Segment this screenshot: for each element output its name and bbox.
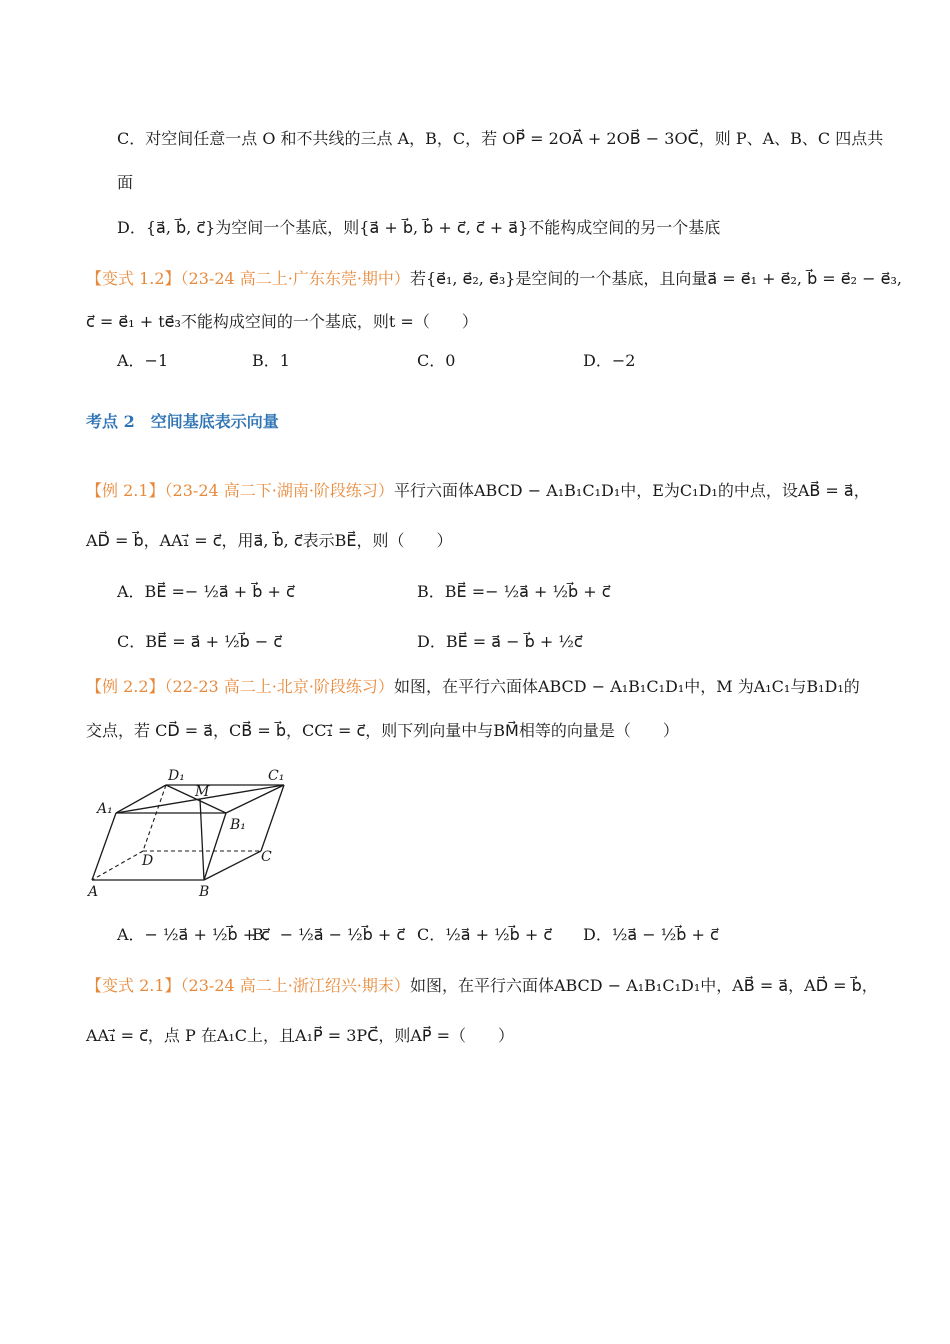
variant-2-1-line1 bbox=[86, 978, 878, 994]
label-m: M bbox=[195, 784, 210, 800]
example-2-2-text2: 交点，若 CD⃗ = a⃗，CB⃗ = b⃗，CC₁⃗ = c⃗，则下列向量中与BM⃗相等的向量是（ ） bbox=[86, 721, 679, 740]
option-c-text: C．对空间任意一点 O 和不共线的三点 A，B，C，若 OP⃗ = 2OA⃗ + 2OB⃗ − 3OC⃗，则 P、A、B、C 四点共 bbox=[117, 129, 884, 148]
example-2-1-option-b: B．BE⃗ =− ½a⃗ + ½b⃗ + c⃗ bbox=[417, 582, 611, 601]
label-a1: A₁ bbox=[97, 801, 113, 817]
label-c1: C₁ bbox=[268, 768, 285, 784]
variant-1-2-tag: 【变式 1.2】 bbox=[86, 269, 181, 288]
variant-1-2-option-c: C．0 bbox=[417, 351, 456, 370]
example-2-2-text1: 如图，在平行六面体ABCD − A₁B₁C₁D₁中，M 为A₁C₁与B₁D₁的 bbox=[393, 677, 860, 696]
example-2-2-option-b: B．− ½a⃗ − ½b⃗ + c⃗ bbox=[252, 925, 406, 944]
example-2-2-option-a: A．− ½a⃗ + ½b⃗ + c⃗ bbox=[117, 925, 270, 944]
parallelepiped-figure bbox=[86, 765, 316, 900]
label-d: D bbox=[142, 853, 154, 869]
label-d1: D₁ bbox=[168, 768, 185, 784]
section-heading: 考点 2 空间基底表示向量 bbox=[86, 412, 279, 431]
example-2-1-source: （23-24 高二下·湖南·阶段练习） bbox=[164, 481, 394, 500]
variant-1-2-line1 bbox=[86, 271, 902, 287]
variant-1-2-option-b: B．1 bbox=[252, 351, 290, 370]
variant-1-2-source: （23-24 高二上·广东东莞·期中） bbox=[180, 269, 410, 288]
variant-1-2-text2: c⃗ = e⃗₁ + te⃗₃不能构成空间的一个基底，则t =（ ） bbox=[86, 312, 478, 331]
option-c-continuation: 面 bbox=[117, 173, 134, 192]
variant-2-1-tag: 【变式 2.1】 bbox=[86, 976, 181, 995]
example-2-1-line1 bbox=[86, 483, 870, 499]
example-2-2-source: （22-23 高二上·北京·阶段练习） bbox=[164, 677, 394, 696]
variant-1-2-option-d: D．−2 bbox=[583, 351, 636, 370]
example-2-2-line1 bbox=[86, 679, 860, 695]
label-b1: B₁ bbox=[230, 817, 246, 833]
variant-2-1-text1: 如图，在平行六面体ABCD − A₁B₁C₁D₁中，AB⃗ = a⃗，AD⃗ = b⃗， bbox=[409, 976, 878, 995]
label-c: C bbox=[261, 849, 272, 865]
example-2-1-text1: 平行六面体ABCD − A₁B₁C₁D₁中，E为C₁D₁的中点，设AB⃗ = a⃗， bbox=[393, 481, 870, 500]
example-2-1-text2: AD⃗ = b⃗，AA₁⃗ = c⃗，用a⃗, b⃗, c⃗表示BE⃗，则（ ） bbox=[86, 531, 453, 550]
variant-1-2-option-a: A．−1 bbox=[117, 351, 169, 370]
example-2-2-tag: 【例 2.2】 bbox=[86, 677, 165, 696]
variant-2-1-source: （23-24 高二上·浙江绍兴·期末） bbox=[180, 976, 410, 995]
option-d-text: D．{a⃗, b⃗, c⃗}为空间一个基底，则{a⃗ + b⃗, b⃗ + c⃗, c⃗ + a⃗}不能构成空间的另一个基底 bbox=[117, 218, 721, 237]
example-2-1-option-d: D．BE⃗ = a⃗ − b⃗ + ½c⃗ bbox=[417, 632, 583, 651]
example-2-1-tag: 【例 2.1】 bbox=[86, 481, 165, 500]
variant-1-2-text1: 若{e⃗₁, e⃗₂, e⃗₃}是空间的一个基底，且向量a⃗ = e⃗₁ + e⃗₂, b⃗ = e⃗₂ − e⃗₃, bbox=[409, 269, 902, 288]
label-a: A bbox=[88, 884, 99, 900]
example-2-2-option-d: D．½a⃗ − ½b⃗ + c⃗ bbox=[583, 925, 719, 944]
variant-2-1-text2: AA₁⃗ = c⃗，点 P 在A₁C上，且A₁P⃗ = 3PC⃗，则AP⃗ =（ ） bbox=[86, 1026, 515, 1045]
label-b: B bbox=[199, 884, 210, 900]
example-2-1-option-a: A．BE⃗ =− ½a⃗ + b⃗ + c⃗ bbox=[117, 582, 295, 601]
example-2-1-option-c: C．BE⃗ = a⃗ + ½b⃗ − c⃗ bbox=[117, 632, 283, 651]
example-2-2-option-c: C．½a⃗ + ½b⃗ + c⃗ bbox=[417, 925, 553, 944]
